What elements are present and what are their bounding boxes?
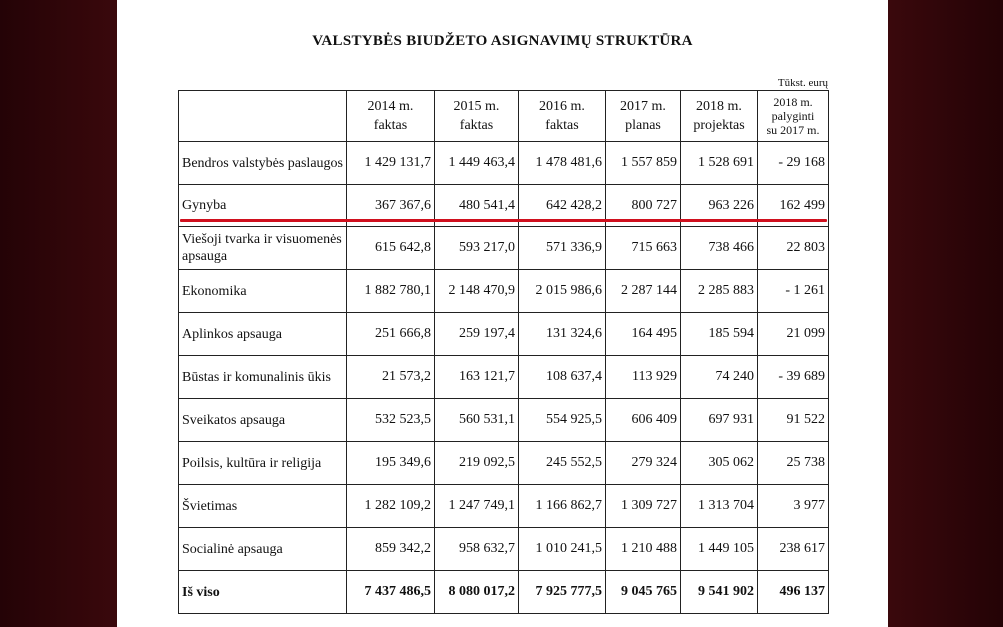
value-cell: 185 594	[681, 313, 758, 356]
value-cell: - 29 168	[758, 142, 829, 185]
value-cell: 164 495	[606, 313, 681, 356]
header-kind: su 2017 m.	[766, 123, 820, 137]
value-cell: 21 099	[758, 313, 829, 356]
header-kind: faktas	[545, 118, 579, 133]
value-cell: 1 429 131,7	[347, 142, 435, 185]
page-title: VALSTYBĖS BIUDŽETO ASIGNAVIMŲ STRUKTŪRA	[312, 33, 693, 49]
header-row	[179, 91, 829, 142]
total-cell: 8 080 017,2	[435, 571, 519, 614]
value-cell: 1 313 704	[681, 485, 758, 528]
header-kind: faktas	[373, 118, 408, 133]
header-cell	[519, 91, 606, 142]
value-cell: 963 226	[681, 185, 758, 227]
value-cell: 1 478 481,6	[519, 142, 606, 185]
total-cell: 9 541 902	[681, 571, 758, 614]
header-year: 2016 m.	[539, 99, 585, 114]
value-cell: 74 240	[681, 356, 758, 399]
value-cell: 800 727	[606, 185, 681, 227]
value-cell: 22 803	[758, 227, 829, 270]
value-cell: 1 557 859	[606, 142, 681, 185]
value-cell: 21 573,2	[347, 356, 435, 399]
right-border	[888, 0, 1003, 627]
value-cell: 2 015 986,6	[519, 270, 606, 313]
value-cell: 113 929	[606, 356, 681, 399]
header-year: 2017 m.	[620, 99, 666, 114]
left-border	[0, 0, 117, 627]
value-cell: 162 499	[758, 185, 829, 227]
row-label: Socialinė apsauga	[179, 528, 347, 571]
document-page	[117, 0, 888, 627]
budget-table	[178, 90, 829, 614]
value-cell: 195 349,6	[347, 442, 435, 485]
header-cell-empty	[179, 91, 347, 142]
value-cell: - 1 261	[758, 270, 829, 313]
row-label: Švietimas	[179, 485, 347, 528]
value-cell: 715 663	[606, 227, 681, 270]
table-row	[179, 356, 829, 399]
highlight-underline	[180, 219, 827, 222]
row-label: Sveikatos apsauga	[179, 399, 347, 442]
value-cell: 259 197,4	[435, 313, 519, 356]
row-label: Gynyba	[179, 185, 347, 227]
header-kind: palyginti	[771, 109, 815, 123]
value-cell: 1 247 749,1	[435, 485, 519, 528]
value-cell: 163 121,7	[435, 356, 519, 399]
header-kind: faktas	[459, 118, 494, 133]
value-cell: 642 428,2	[519, 185, 606, 227]
header-cell	[681, 91, 758, 142]
header-kind: projektas	[693, 118, 745, 133]
row-label: Viešoji tvarka ir visuomenės apsauga	[179, 227, 347, 270]
row-label: Aplinkos apsauga	[179, 313, 347, 356]
value-cell: 606 409	[606, 399, 681, 442]
value-cell: 25 738	[758, 442, 829, 485]
value-cell: 1 010 241,5	[519, 528, 606, 571]
value-cell: 367 367,6	[347, 185, 435, 227]
table-row	[179, 442, 829, 485]
value-cell: 859 342,2	[347, 528, 435, 571]
value-cell: 279 324	[606, 442, 681, 485]
value-cell: 131 324,6	[519, 313, 606, 356]
value-cell: 245 552,5	[519, 442, 606, 485]
table-row	[179, 528, 829, 571]
value-cell: 738 466	[681, 227, 758, 270]
value-cell: 1 282 109,2	[347, 485, 435, 528]
value-cell: 1 309 727	[606, 485, 681, 528]
value-cell: 571 336,9	[519, 227, 606, 270]
total-label: Iš viso	[179, 571, 347, 614]
value-cell: 91 522	[758, 399, 829, 442]
value-cell: 554 925,5	[519, 399, 606, 442]
header-year: 2014 m.	[367, 99, 414, 114]
total-cell: 496 137	[758, 571, 829, 614]
value-cell: 958 632,7	[435, 528, 519, 571]
total-row	[179, 571, 829, 614]
value-cell: 2 148 470,9	[435, 270, 519, 313]
row-label: Bendros valstybės paslaugos	[179, 142, 347, 185]
table-row	[179, 142, 829, 185]
header-year: 2018 m.	[773, 95, 813, 109]
row-label: Ekonomika	[179, 270, 347, 313]
total-cell: 9 045 765	[606, 571, 681, 614]
value-cell: 697 931	[681, 399, 758, 442]
row-label: Poilsis, kultūra ir religija	[179, 442, 347, 485]
header-cell	[435, 91, 519, 142]
value-cell: 593 217,0	[435, 227, 519, 270]
value-cell: 305 062	[681, 442, 758, 485]
value-cell: 560 531,1	[435, 399, 519, 442]
value-cell: 238 617	[758, 528, 829, 571]
value-cell: 1 166 862,7	[519, 485, 606, 528]
value-cell: 108 637,4	[519, 356, 606, 399]
table-body	[179, 142, 829, 571]
value-cell: - 39 689	[758, 356, 829, 399]
value-cell: 480 541,4	[435, 185, 519, 227]
header-cell	[347, 91, 435, 142]
value-cell: 2 285 883	[681, 270, 758, 313]
value-cell: 1 449 105	[681, 528, 758, 571]
table-row	[179, 270, 829, 313]
value-cell: 219 092,5	[435, 442, 519, 485]
unit-label: Tūkst. eurų	[777, 77, 828, 89]
value-cell: 1 210 488	[606, 528, 681, 571]
header-cell	[606, 91, 681, 142]
value-cell: 3 977	[758, 485, 829, 528]
table-row	[179, 227, 829, 270]
value-cell: 1 882 780,1	[347, 270, 435, 313]
header-year: 2015 m.	[453, 99, 500, 114]
value-cell: 251 666,8	[347, 313, 435, 356]
total-cell: 7 437 486,5	[347, 571, 435, 614]
value-cell: 615 642,8	[347, 227, 435, 270]
table-row	[179, 399, 829, 442]
table-row	[179, 313, 829, 356]
total-cell: 7 925 777,5	[519, 571, 606, 614]
value-cell: 2 287 144	[606, 270, 681, 313]
header-year: 2018 m.	[696, 99, 742, 114]
row-label: Būstas ir komunalinis ūkis	[179, 356, 347, 399]
value-cell: 532 523,5	[347, 399, 435, 442]
header-cell-compare	[758, 91, 829, 142]
value-cell: 1 528 691	[681, 142, 758, 185]
table-row	[179, 485, 829, 528]
value-cell: 1 449 463,4	[435, 142, 519, 185]
header-kind: planas	[625, 118, 661, 133]
